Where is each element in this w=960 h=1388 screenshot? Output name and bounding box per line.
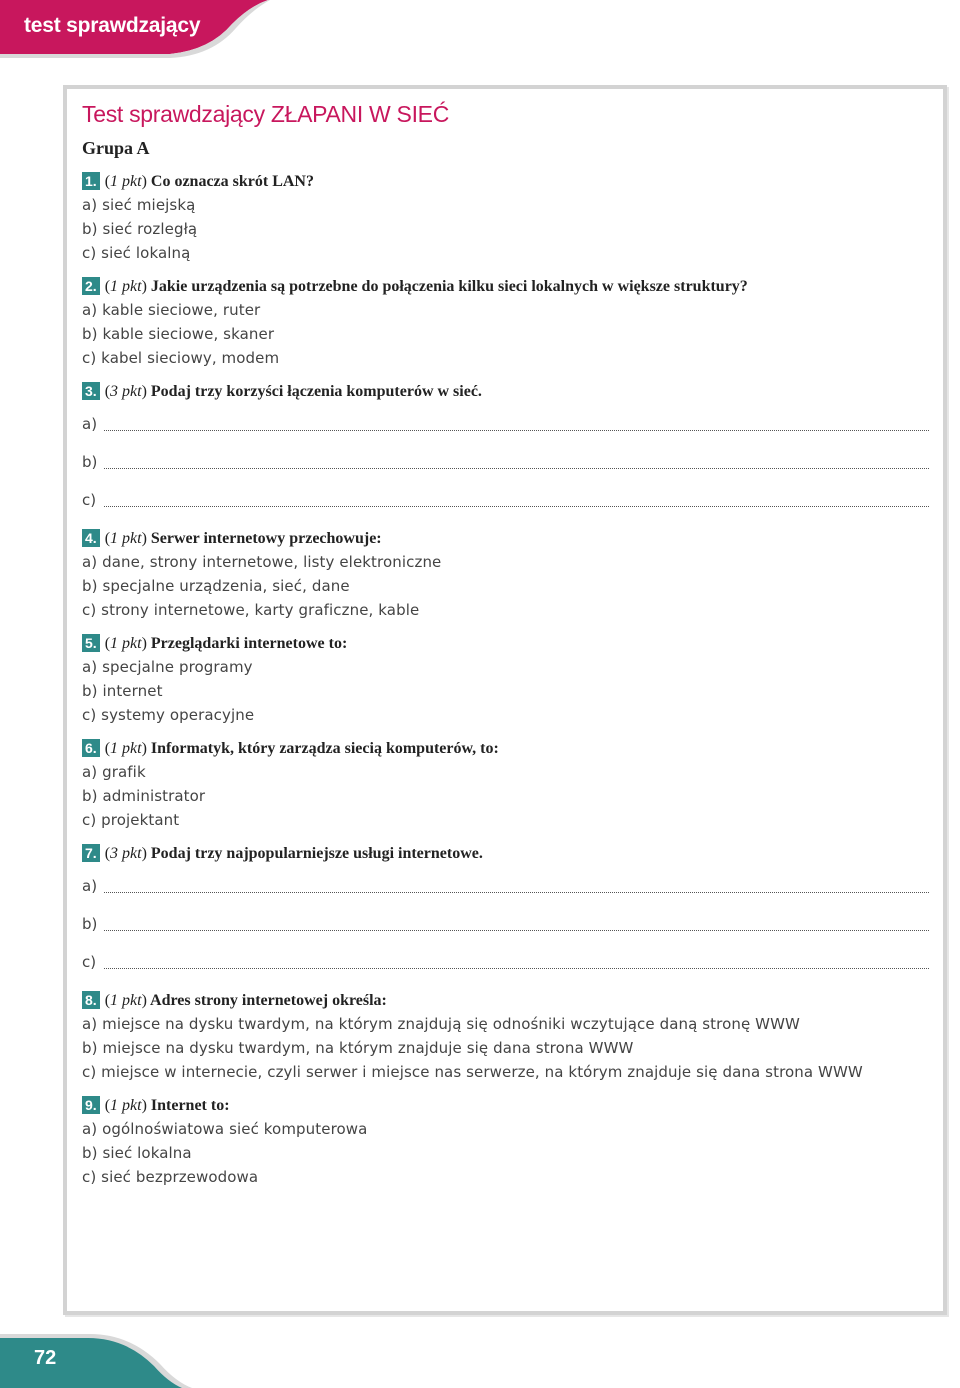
question-number: 9. — [82, 1096, 100, 1114]
option-a: a) miejsce na dysku twardym, na którym znajdują się odnośniki wczytujące daną stronę WWW — [82, 1015, 800, 1033]
question-text: Serwer internetowy przechowuje: — [150, 530, 382, 547]
option-b: b) internet — [82, 682, 163, 700]
question-text: Adres strony internetowej określa: — [150, 992, 387, 1009]
option-b: b) sieć rozległą — [82, 220, 198, 238]
question-text: Co oznacza skrót LAN? — [150, 173, 314, 190]
question-points: 1 pkt — [110, 740, 142, 757]
question-text: Przeglądarki internetowe to: — [150, 635, 348, 652]
question-text: Internet to: — [150, 1097, 230, 1114]
option-c: c) projektant — [82, 811, 180, 829]
answer-dotted-line — [104, 968, 929, 969]
answer-line-b[interactable] — [82, 915, 929, 935]
option-b: b) kable sieciowe, skaner — [82, 325, 275, 343]
option-c: c) sieć bezprzewodowa — [82, 1168, 259, 1186]
question-points: 1 pkt — [110, 635, 142, 652]
answer-dotted-line — [104, 506, 929, 507]
question-number: 6. — [82, 739, 100, 757]
question-6: 6. (1 pkt) Informatyk, który zarządza siecią komputerów, to: — [82, 739, 499, 758]
question-number: 3. — [82, 382, 100, 400]
question-number: 8. — [82, 991, 100, 1009]
test-title: Test sprawdzający ZŁAPANI W SIEĆ — [82, 101, 450, 127]
page-number-tab — [0, 1330, 200, 1388]
question-3: 3. (3 pkt) Podaj trzy korzyści łączenia komputerów w sieć. — [82, 382, 482, 401]
option-c: c) systemy operacyjne — [82, 706, 255, 724]
question-text: Podaj trzy najpopularniejsze usługi internetowe. — [150, 845, 483, 862]
question-text: Podaj trzy korzyści łączenia komputerów w sieć. — [150, 383, 482, 400]
answer-dotted-line — [104, 430, 929, 431]
question-points: 1 pkt — [110, 530, 142, 547]
question-number: 5. — [82, 634, 100, 652]
option-c: c) strony internetowe, karty graficzne, kable — [82, 601, 420, 619]
answer-dotted-line — [104, 892, 929, 893]
option-a: a) ogólnoświatowa sieć komputerowa — [82, 1120, 368, 1138]
question-9: 9. (1 pkt) Internet to: — [82, 1096, 230, 1115]
question-points: 1 pkt — [110, 173, 142, 190]
question-number: 1. — [82, 172, 100, 190]
page-number: 72 — [34, 1347, 57, 1369]
answer-line-a[interactable] — [82, 877, 929, 897]
question-number: 2. — [82, 277, 100, 295]
question-text: Jakie urządzenia są potrzebne do połączenia kilku sieci lokalnych w większe struktury? — [150, 278, 748, 295]
option-c: c) kabel sieciowy, modem — [82, 349, 280, 367]
answer-dotted-line — [104, 930, 929, 931]
option-b: b) administrator — [82, 787, 206, 805]
question-1: 1. (1 pkt) Co oznacza skrót LAN? — [82, 172, 314, 191]
question-4: 4. (1 pkt) Serwer internetowy przechowuje: — [82, 529, 382, 548]
question-points: 1 pkt — [110, 278, 142, 295]
answer-label: b) — [82, 915, 98, 933]
option-c: c) sieć lokalną — [82, 244, 191, 262]
section-header-label: test sprawdzający — [24, 14, 201, 37]
question-7: 7. (3 pkt) Podaj trzy najpopularniejsze usługi internetowe. — [82, 844, 483, 863]
question-points: 1 pkt — [110, 992, 142, 1009]
answer-label: a) — [82, 877, 98, 895]
option-a: a) sieć miejską — [82, 196, 196, 214]
answer-line-c[interactable] — [82, 953, 929, 973]
option-b: b) specjalne urządzenia, sieć, dane — [82, 577, 350, 595]
answer-line-c[interactable] — [82, 491, 929, 511]
option-b: b) miejsce na dysku twardym, na którym znajduje się dana strona WWW — [82, 1039, 634, 1057]
test-frame — [63, 85, 947, 1315]
option-c: c) miejsce w internecie, czyli serwer i miejsce nas serwerze, na którym znajduje się dana strona WWW — [82, 1063, 863, 1081]
question-number: 4. — [82, 529, 100, 547]
question-points: 3 pkt — [110, 845, 142, 862]
option-a: a) kable sieciowe, ruter — [82, 301, 261, 319]
option-a: a) specjalne programy — [82, 658, 253, 676]
question-points: 3 pkt — [110, 383, 142, 400]
group-label: Grupa A — [82, 138, 150, 158]
answer-line-a[interactable] — [82, 415, 929, 435]
option-b: b) sieć lokalna — [82, 1144, 192, 1162]
question-2: 2. (1 pkt) Jakie urządzenia są potrzebne do połączenia kilku sieci lokalnych w większe struktury? — [82, 277, 748, 296]
question-text: Informatyk, który zarządza siecią komputerów, to: — [150, 740, 499, 757]
answer-label: c) — [82, 953, 97, 971]
answer-dotted-line — [104, 468, 929, 469]
question-8: 8. (1 pkt) Adres strony internetowej określa: — [82, 991, 387, 1010]
question-number: 7. — [82, 844, 100, 862]
answer-line-b[interactable] — [82, 453, 929, 473]
answer-label: b) — [82, 453, 98, 471]
question-points: 1 pkt — [110, 1097, 142, 1114]
option-a: a) dane, strony internetowe, listy elektroniczne — [82, 553, 442, 571]
answer-label: a) — [82, 415, 98, 433]
question-5: 5. (1 pkt) Przeglądarki internetowe to: — [82, 634, 347, 653]
option-a: a) grafik — [82, 763, 146, 781]
answer-label: c) — [82, 491, 97, 509]
